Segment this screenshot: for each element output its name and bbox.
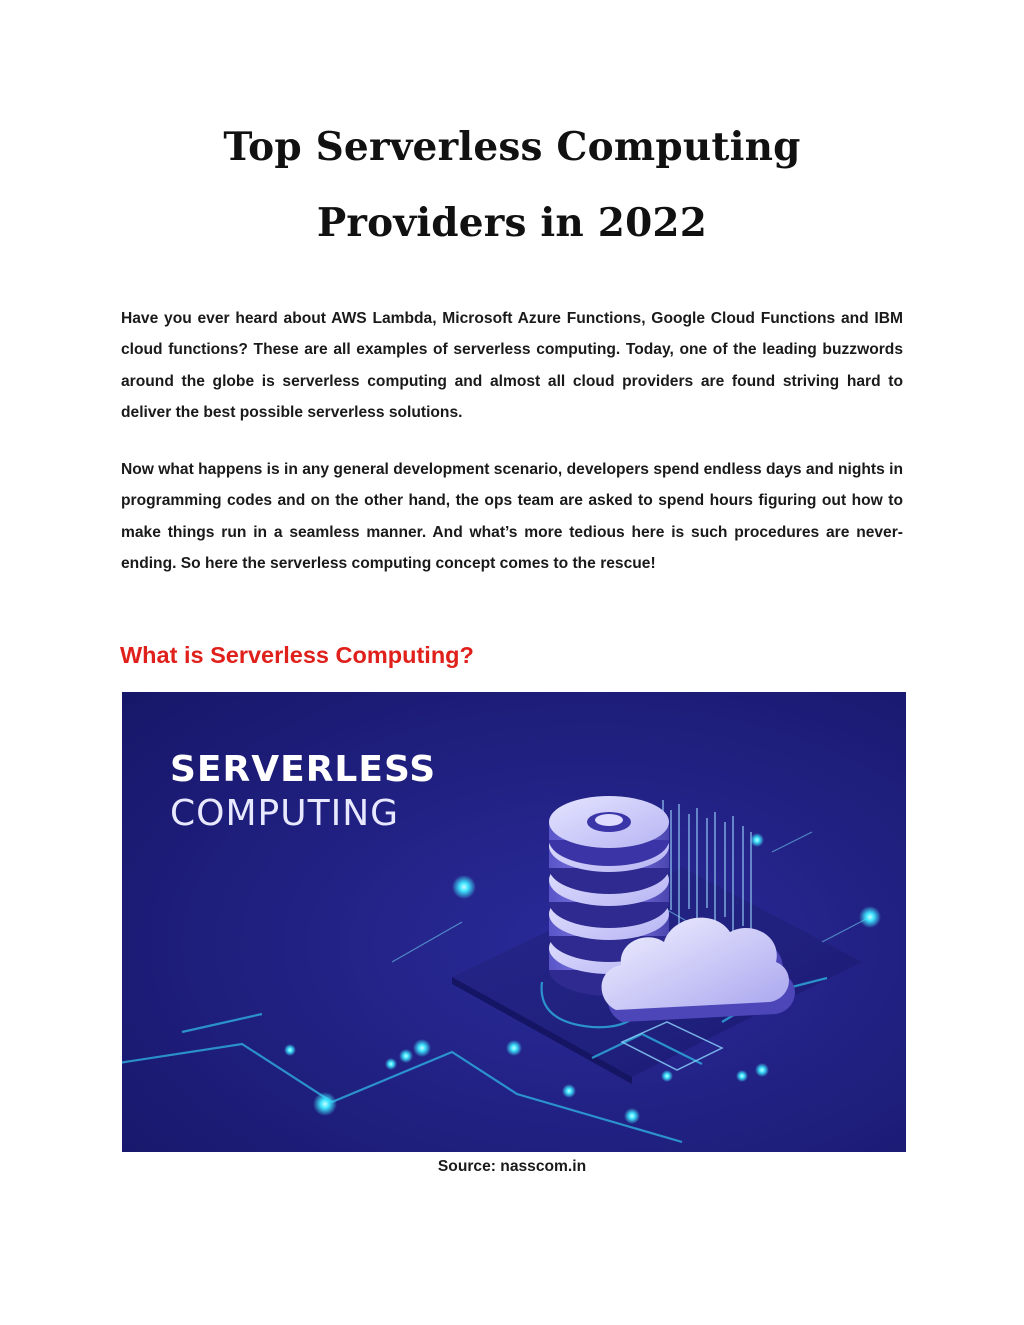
figure-headline-bold: SERVERLESS <box>170 749 437 790</box>
figure-caption: Source: nasscom.in <box>437 1158 587 1175</box>
figure-headline-light: COMPUTING <box>170 793 400 834</box>
context-paragraph: Now what happens is in any general development scenario, developers spend endless days and nights in programming codes and on the other hand, the ops team are asked to spend hours figuring out how to make things run in a seamless manner. And what’s more tedious here is such procedures are never-ending. So here the serverless computing concept comes to the rescue! <box>121 461 903 572</box>
serverless-illustration <box>122 692 906 1152</box>
page-title-line-2: Providers in 2022 <box>316 200 708 246</box>
figure-headline <box>170 748 436 836</box>
intro-paragraph: Have you ever heard about AWS Lambda, Microsoft Azure Functions, Google Cloud Functions and IBM cloud functions? These are all examples of serverless computing. Today, one of the leading buzzwords around the globe is serverless computing and almost all cloud providers are found striving hard to deliver the best possible serverless solutions. <box>121 310 903 421</box>
section-heading: What is Serverless Computing? <box>120 642 474 668</box>
page-title-line-1: Top Serverless Computing <box>223 124 801 170</box>
